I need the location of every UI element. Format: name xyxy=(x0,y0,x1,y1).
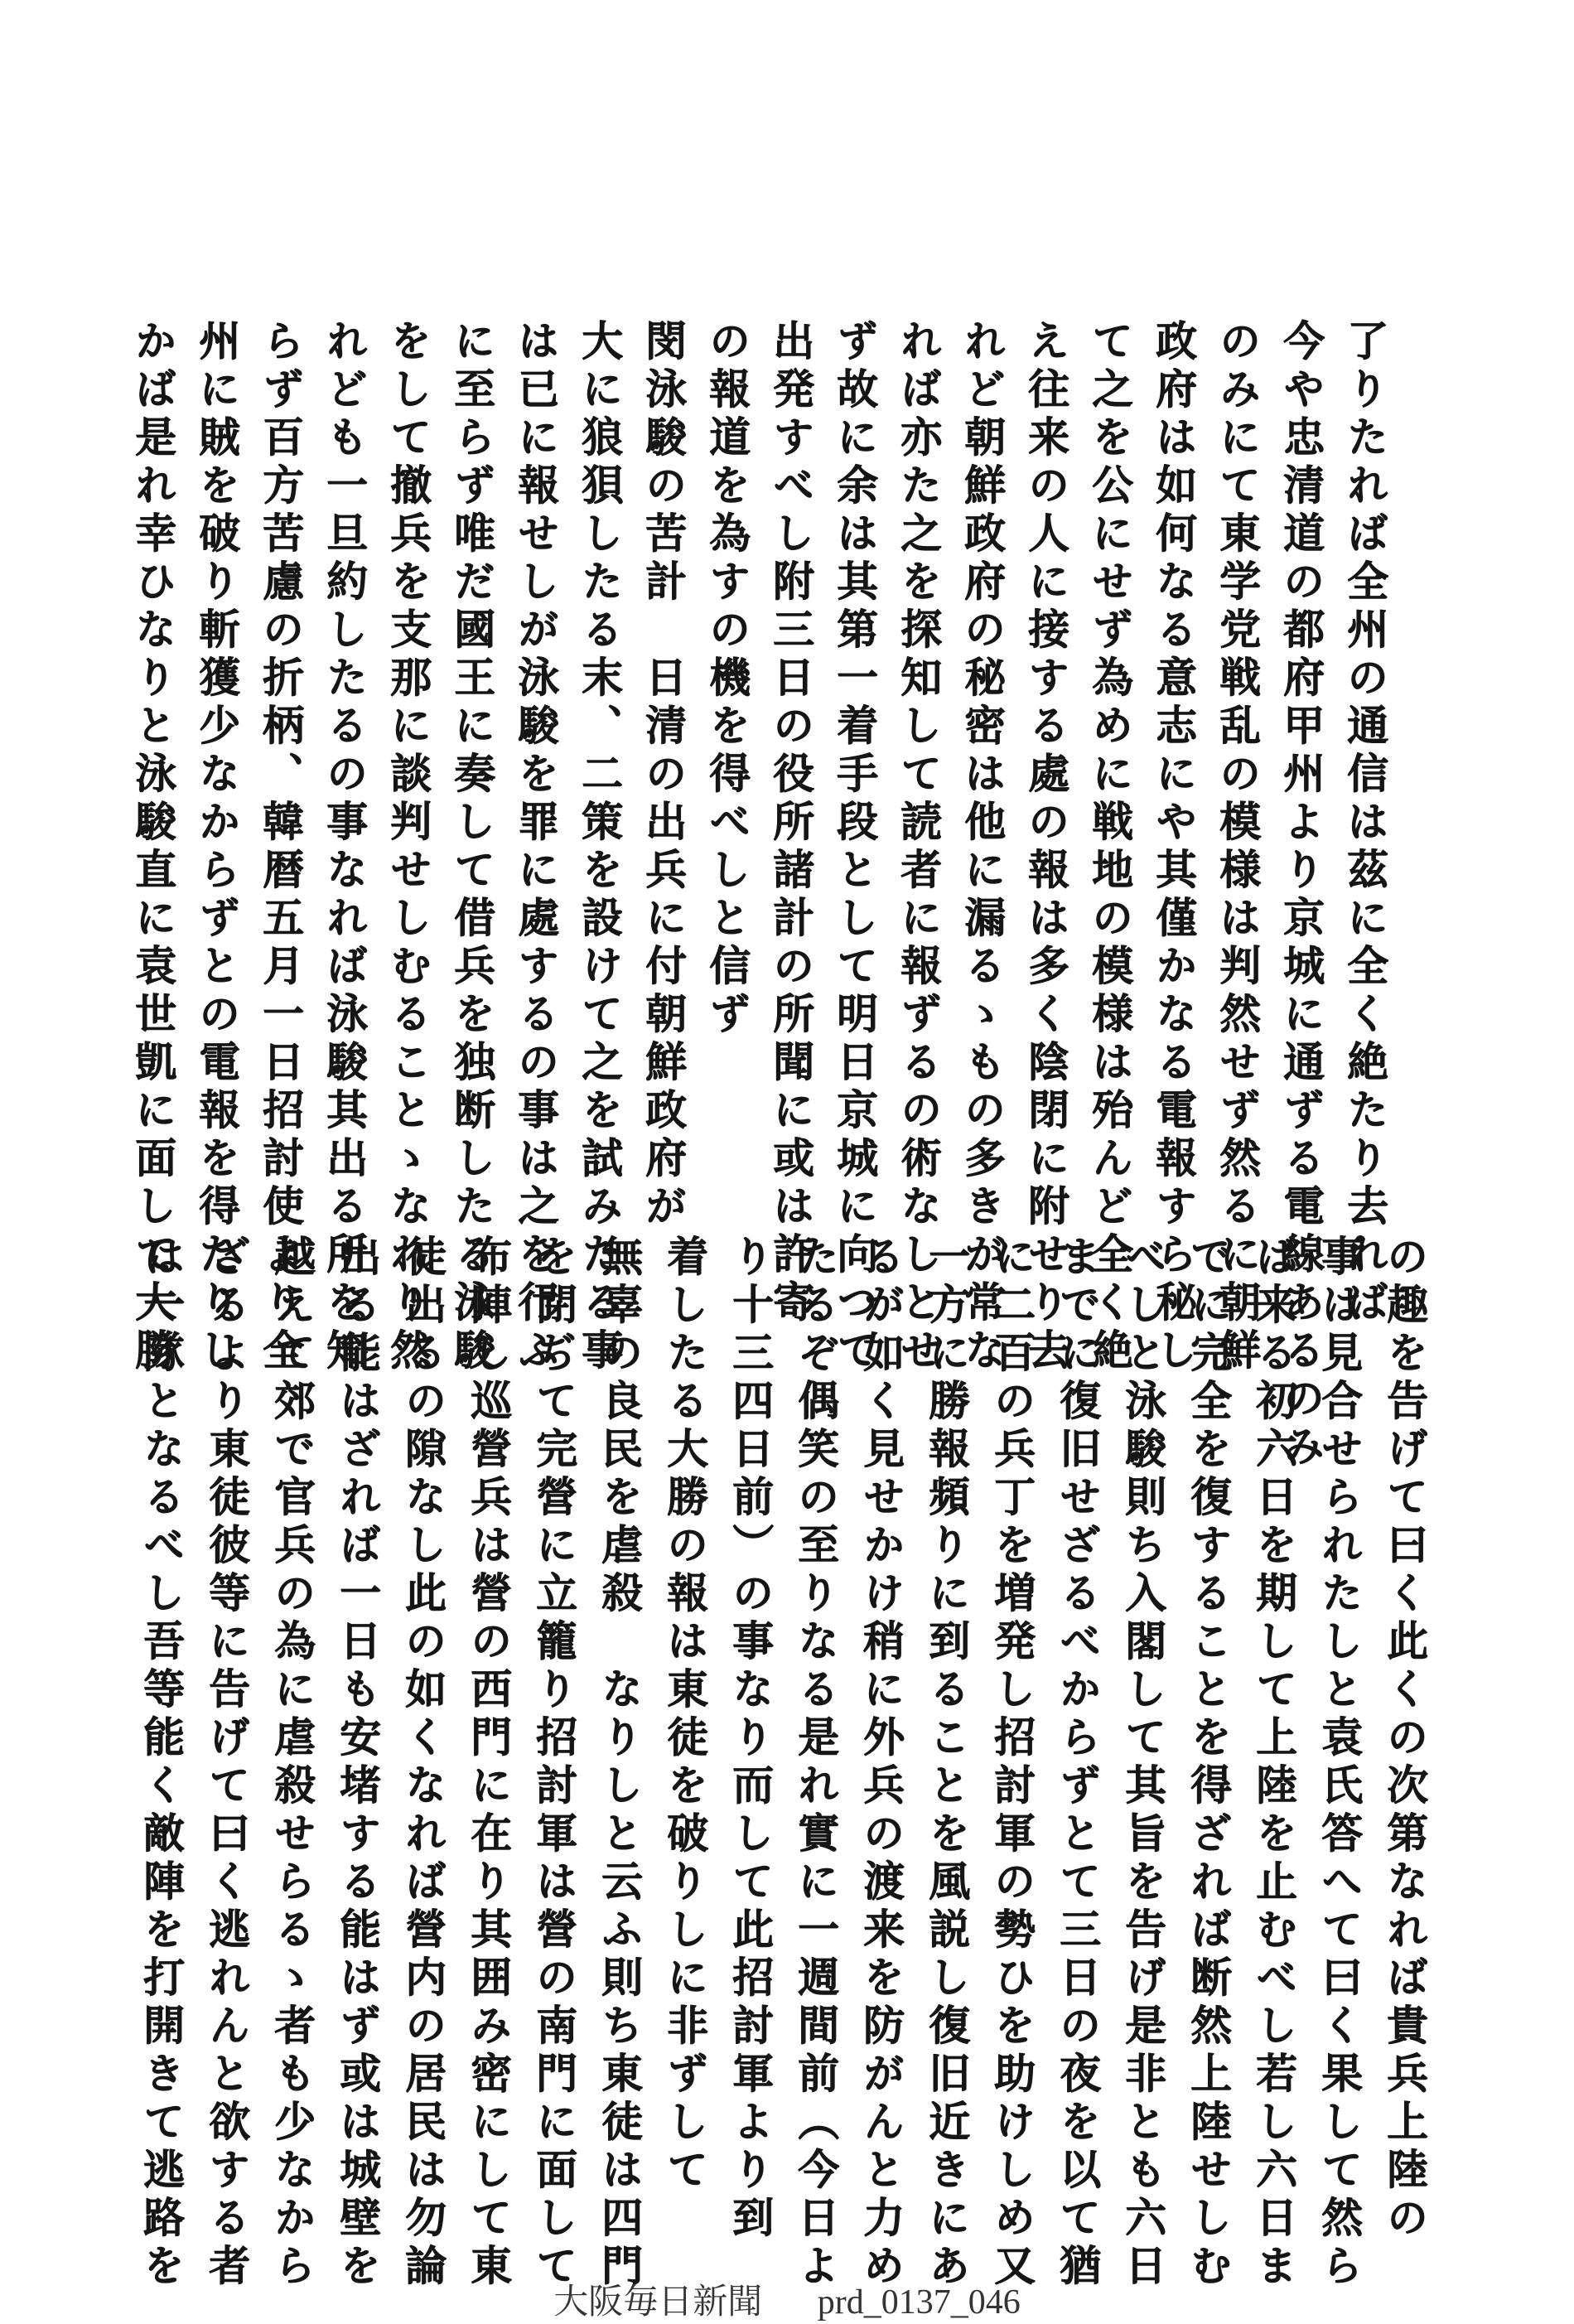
text-column: ば来る初六日を期して上陸を止むべし若し六日ま xyxy=(1249,1234,1298,2292)
text-column: に至らず唯だ國王に奏して借兵を独断したる泳駿 xyxy=(447,319,496,1376)
upper-article-block xyxy=(105,319,1389,1472)
text-column: え往来の人に接する處の報は多く陰閉に附せり去 xyxy=(1021,319,1070,1376)
text-column: 今や忠清道の都府甲州より京城に通ずる電線あるのみ xyxy=(1277,319,1325,1472)
text-column: れども一旦約したるの事なれば泳駿其出る所を知 xyxy=(320,319,369,1376)
text-column: までに復旧せざるべからずとて三日の夜を以て猶 xyxy=(1053,1234,1102,2292)
text-column: をして撤兵を支那に談判せしむることゝなれり然 xyxy=(384,319,432,1376)
text-column: 政府は如何なる意志にや其僅かなる電報すら秘し xyxy=(1149,319,1198,1376)
publication-name: 大阪毎日新聞 xyxy=(553,2283,763,2322)
text-column: でに完全を復することを得ざれば断然上陸せしむ xyxy=(1184,1234,1233,2292)
text-column: を閉ぢて完營に立籠り招討軍は營の南門に面して xyxy=(529,1234,578,2292)
text-column: べしと泳駿則ち入閣して其旨を告げ是非とも六日 xyxy=(1118,1234,1167,2292)
text-column: 州に賊を破り斬獲少なからずとの電報を得たりし xyxy=(192,319,241,1376)
text-column: ず故に余は其第一着手段として明日京城に向つて xyxy=(830,319,879,1376)
text-column: 閔泳駿の苦計 日清の出兵に付朝鮮政府が xyxy=(639,319,688,1232)
text-column: 徒出るの隙なし此の如くなれば營内の居民は勿論 xyxy=(398,1234,447,2292)
text-column: り十三四日前）の事なり而して此招討軍より到 xyxy=(726,1234,775,2244)
text-column: のみにて東学党戦乱の模様は判然せず然るに朝鮮 xyxy=(1213,319,1262,1376)
text-column: かば是れ幸ひなりと泳駿直に袁世凱に面して大勝 xyxy=(128,319,177,1376)
text-column: 越えて郊で官兵の為に虐殺せらるゝ者も少なから xyxy=(268,1234,316,2292)
text-column: 出発すべし附三日の役所諸計の所聞に或は許寄 xyxy=(766,319,815,1328)
text-column: は一隊となるべし吾等能く敵陣を打開きて逃路を xyxy=(137,1234,186,2292)
text-column: は已に報せしが泳駿を罪に處するの事は之を行ふ xyxy=(511,319,560,1376)
lower-article-block xyxy=(104,1234,1429,2292)
text-column: 事は見合せられたしと袁氏答へて曰く果して然ら xyxy=(1315,1234,1364,2292)
text-column: るが如く見せかけ稍に外兵の渡来を防がんと力め xyxy=(857,1234,905,2292)
text-column: て之を公にせず為めに戦地の模様は殆んど全く絶 xyxy=(1085,319,1134,1376)
text-column: 出る能はざれば一日も安堵する能はず或は城壁を xyxy=(333,1234,382,2292)
text-column: れど朝鮮政府の秘密は他に漏るゝもの多きが常な xyxy=(958,319,1007,1376)
text-column: の報道を為すの機を得べしと信ず xyxy=(703,319,751,1040)
text-column: 一方に勝報頻りに到ることを風説し復旧近きにあ xyxy=(922,1234,971,2292)
text-column: 無辜の良民を虐殺 なりしと云ふ則ち東徒は四門 xyxy=(595,1234,644,2292)
text-column: れば亦た之を探知して読者に報ずるの術なしとせ xyxy=(894,319,943,1376)
text-column: らず百方苦慮の折柄、韓暦五月一日招討使より全 xyxy=(256,319,305,1376)
text-column: たるぞ偶笑の至りなる是れ實に一週間前（今日よ xyxy=(791,1234,840,2292)
text-column: に二百の兵丁を増発し招討軍の勢ひを助けしめ又 xyxy=(987,1234,1036,2292)
text-column: の趣を告げて曰く此くの次第なれば貴兵上陸の xyxy=(1380,1234,1429,2244)
text-column: 布陣し巡營兵は營の西門に在り其囲み密にして東 xyxy=(464,1234,513,2292)
page-id: prd_0137_046 xyxy=(817,2283,1021,2322)
text-column: 了りたれば全州の通信は茲に全く絶たり去れば xyxy=(1340,319,1389,1328)
text-column: ざるより東徒彼等に告げて曰く逃れんと欲する者 xyxy=(202,1234,251,2292)
page-footer xyxy=(0,2274,1574,2324)
text-column: 着したる大勝の報は東徒を破りしに非ずして xyxy=(660,1234,709,2196)
text-column: 大に狼狽したる末、二策を設けて之を試みたる事 xyxy=(575,319,624,1376)
